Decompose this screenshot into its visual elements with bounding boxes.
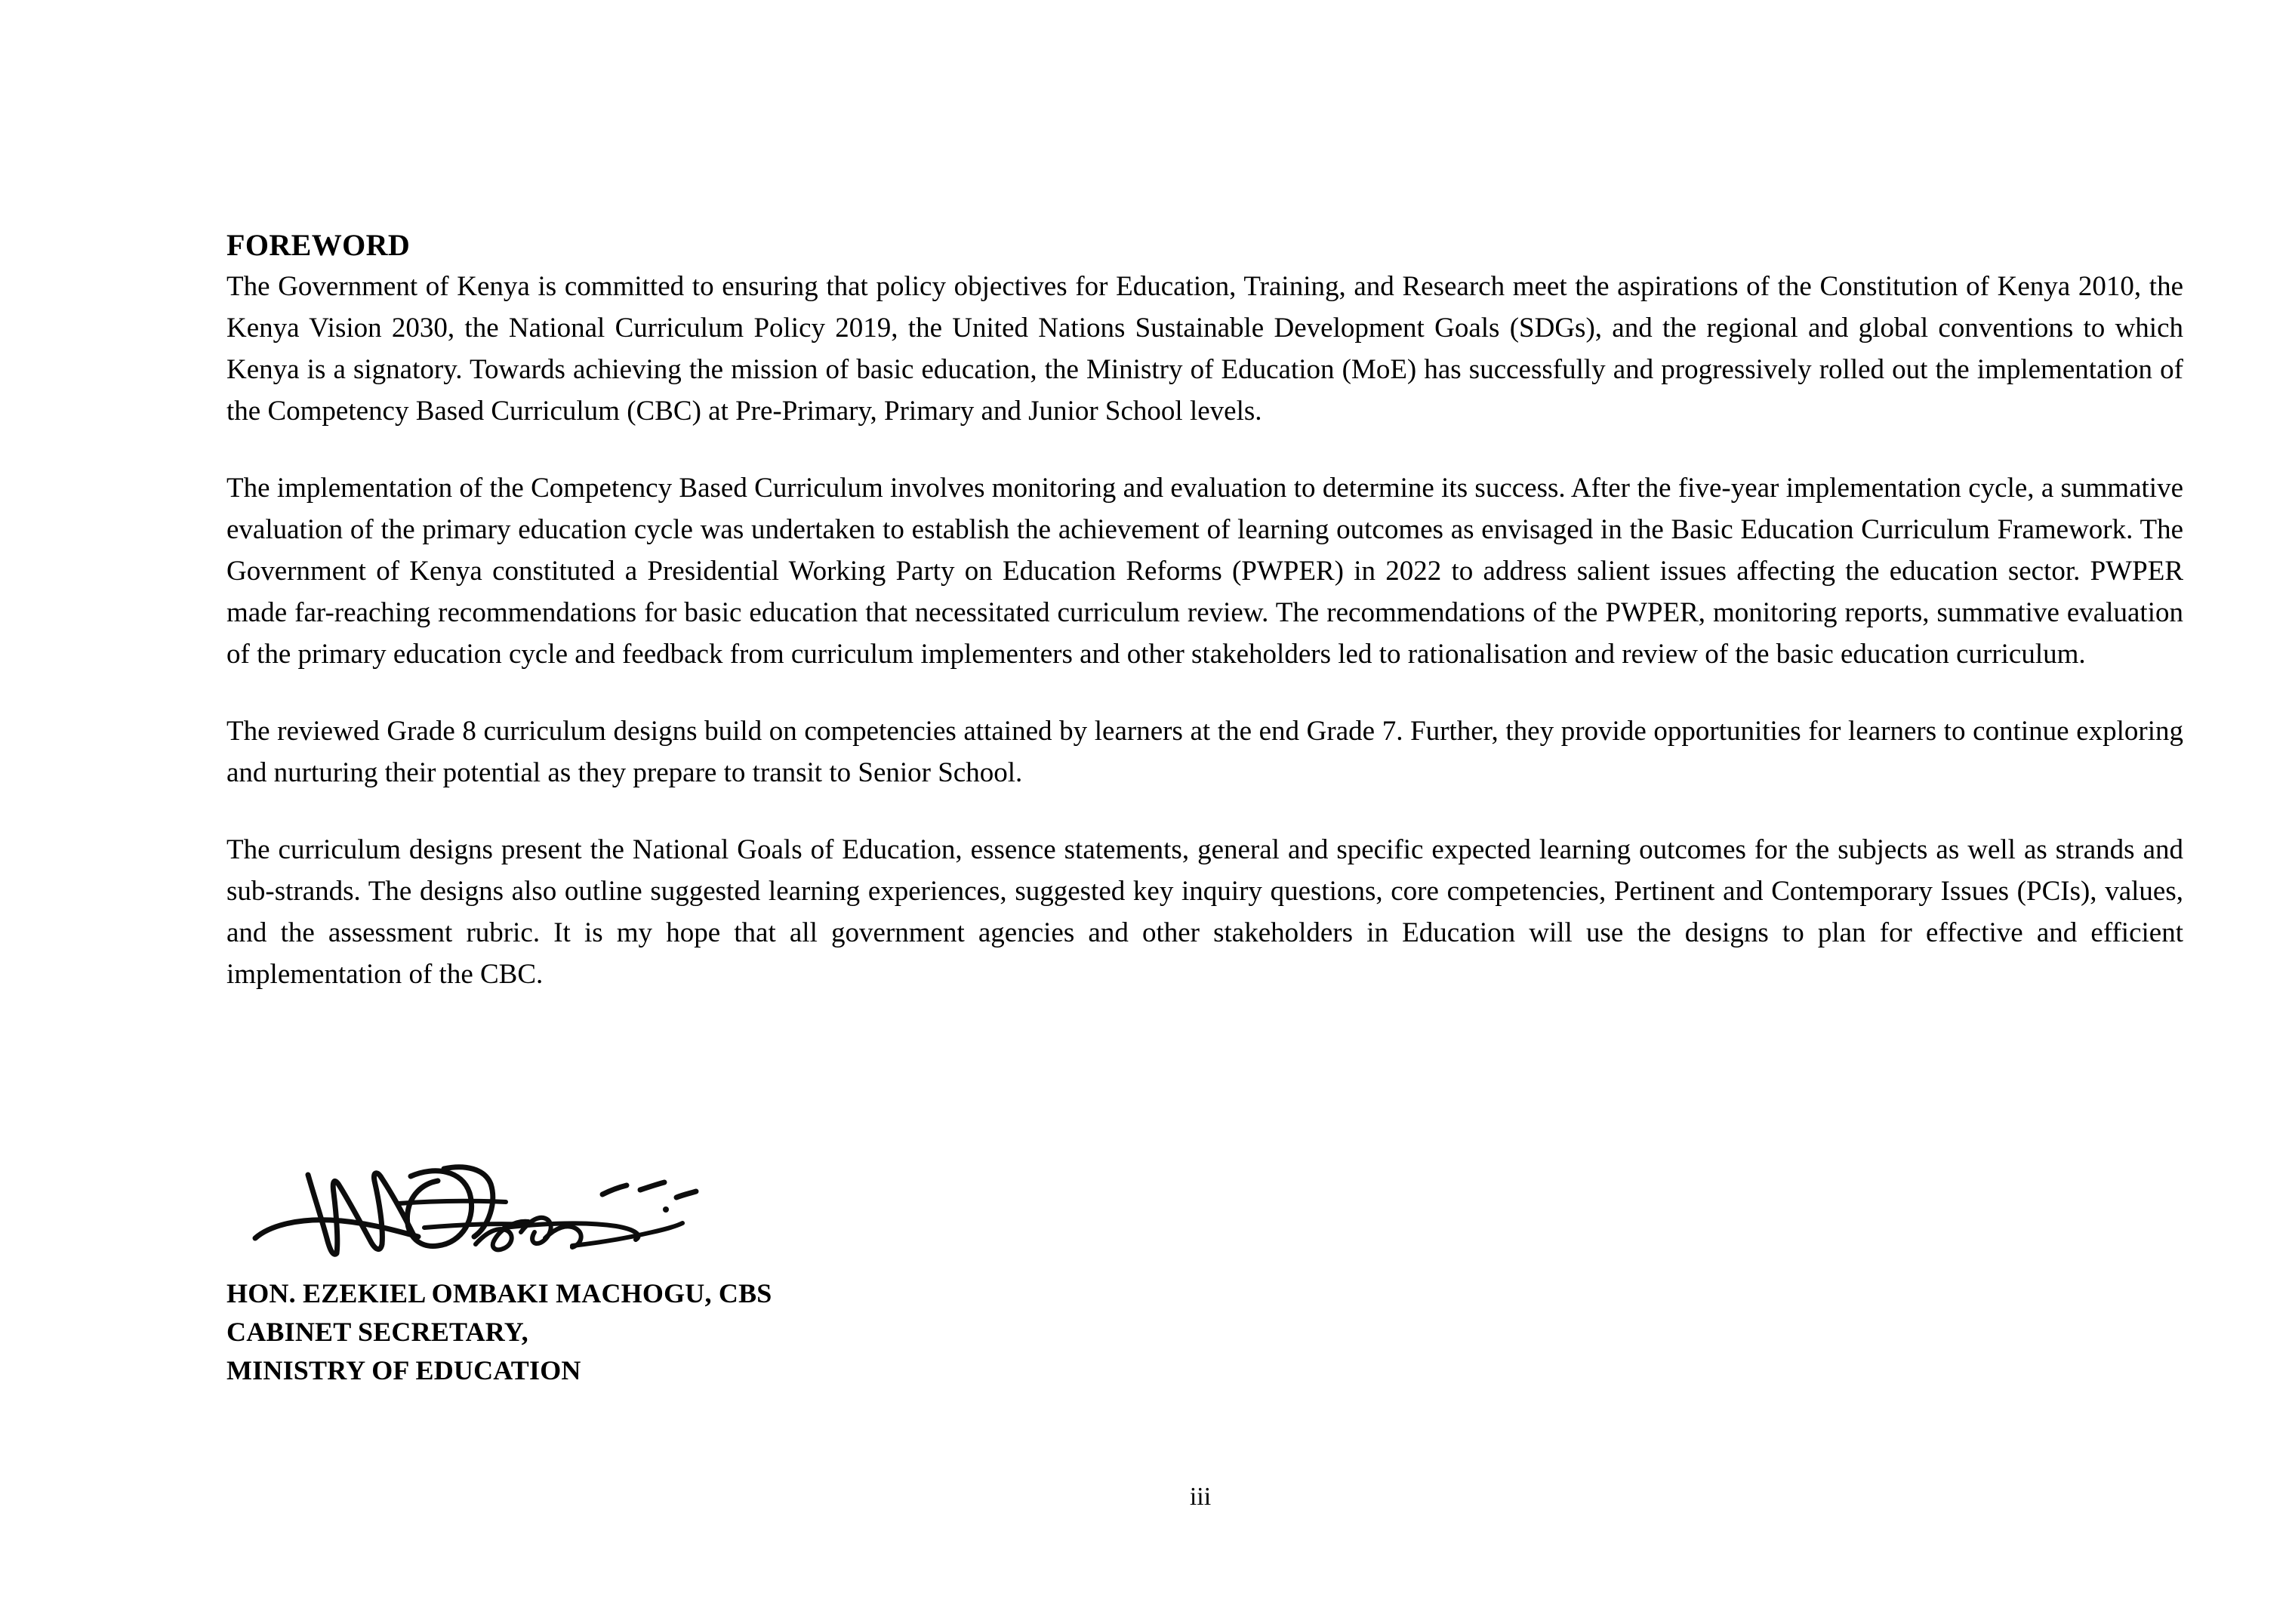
page-number-value: iii [1189,1483,1212,1511]
signature-block [226,1274,1132,1390]
document-body [226,229,2183,995]
paragraph-1: The Government of Kenya is committed to ensuring that policy objectives for Education, Training, and Research meet the aspirations of the Constitution of Kenya 2010, the Kenya Vision 2030, the National Curriculum Policy 2019, the United Nations Sustainable Development Goals (SDGs), and the regional and global conventions to which Kenya is a signatory. Towards achieving the mission of basic education, the Ministry of Education (MoE) has successfully and progressively rolled out the implementation of the Competency Based Curriculum (CBC) at Pre-Primary, Primary and Junior School levels. [226,270,2183,427]
page-title: FOREWORD [226,228,411,262]
signatory-name: HON. EZEKIEL OMBAKI MACHOGU, CBS [226,1278,772,1308]
handwritten-signature-icon [249,1154,732,1267]
paragraph-3: The reviewed Grade 8 curriculum designs build on competencies attained by learners at the end Grade 7. Further, they provide opportunities for learners to continue exploring and nurturing their potential as they prepare to transit to Senior School. [226,715,2183,788]
paragraph-2: The implementation of the Competency Based Curriculum involves monitoring and evaluation to determine its success. After the five-year implementation cycle, a summative evaluation of the primary education cycle was undertaken to establish the achievement of learning outcomes as envisaged in the Basic Education Curriculum Framework. The Government of Kenya constituted a Presidential Working Party on Education Reforms (PWPER) in 2022 to address salient issues affecting the education sector. PWPER made far-reaching recommendations for basic education that necessitated curriculum review. The recommendations of the PWPER, monitoring reports, summative evaluation of the primary education cycle and feedback from curriculum implementers and other stakeholders led to rationalisation and review of the basic education curriculum. [226,472,2183,670]
paragraph-4: The curriculum designs present the National Goals of Education, essence statements, general and specific expected learning outcomes for the subjects as well as strands and sub-strands. The designs also outline suggested learning experiences, suggested key inquiry questions, core competencies, Pertinent and Contemporary Issues (PCIs), values, and the assessment rubric. It is my hope that all government agencies and other stakeholders in Education will use the designs to plan for effective and efficient implementation of the CBC. [226,834,2183,990]
signatory-position: CABINET SECRETARY, [226,1317,528,1347]
page-number [0,1481,2292,1513]
signatory-ministry: MINISTRY OF EDUCATION [226,1355,581,1385]
